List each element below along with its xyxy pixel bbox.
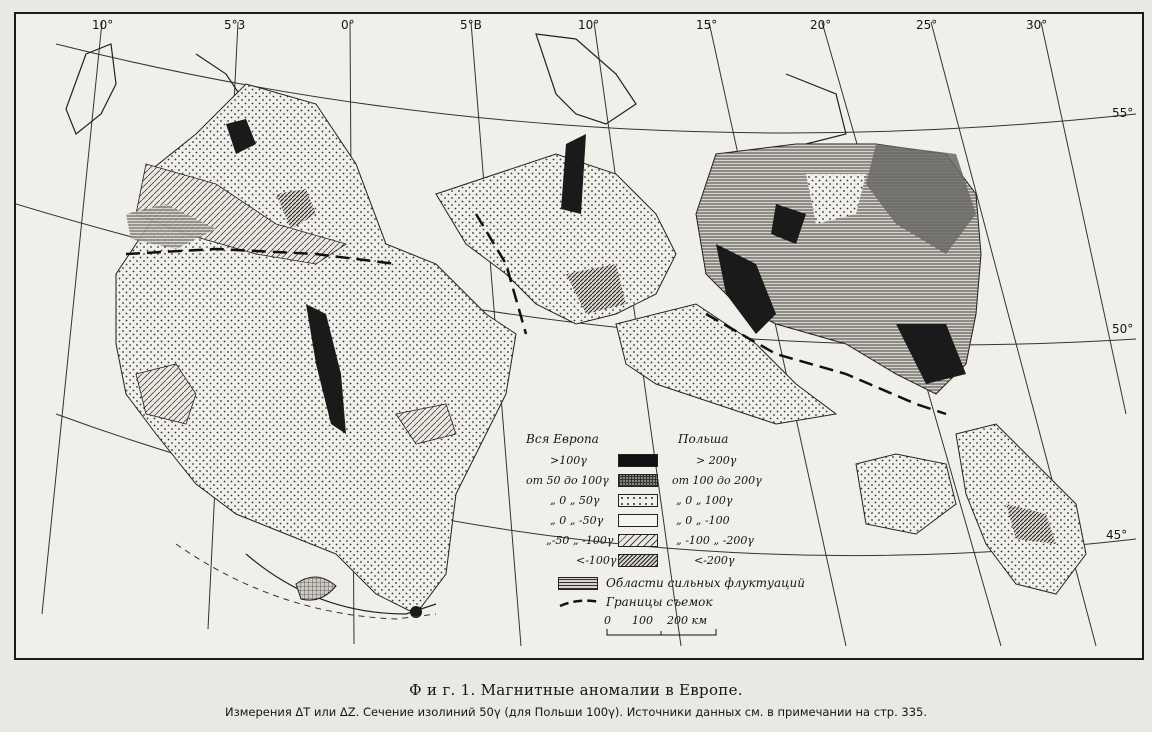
meridian-label-0: 0° (341, 18, 355, 32)
region-east-1 (856, 454, 956, 534)
region-central (436, 154, 676, 324)
legend-left-2: от 50 до 100γ (526, 474, 609, 487)
legend-right-4: „ 0 „ -100 (676, 514, 730, 527)
legend-fluctuation-label: Области сильных флуктуаций (606, 576, 805, 590)
meridian-label-20e: 20° (810, 18, 832, 32)
legend-swatch-1 (618, 454, 658, 467)
figure-caption-subtitle: Измерения ΔT или ΔZ. Сечение изолиний 50γ (для Польши 100γ). Источники данных см. в примечании на стр. 335. (224, 705, 928, 719)
map-frame (14, 12, 1144, 660)
legend-swatch-4 (618, 514, 658, 527)
legend-left-3: „ 0 „ 50γ (550, 494, 600, 507)
legend-right-5: „ -100 „ -200γ (676, 534, 754, 547)
parallel-label-50: 50° (1112, 322, 1134, 336)
legend-survey-border-label: Границы съемок (606, 595, 713, 609)
legend-swatch-6 (618, 554, 658, 567)
legend-swatch-2 (618, 474, 658, 487)
legend-left-1: >100γ (550, 454, 587, 467)
legend-survey-border-symbol (558, 596, 602, 610)
legend-header-poland: Польша (678, 432, 729, 446)
legend-left-5: „-50 „ -100γ (546, 534, 614, 547)
meridian-label-10w: 10° (92, 18, 114, 32)
meridian-label-15e: 15° (696, 18, 718, 32)
meridian-label-5w: 5°3 (224, 18, 246, 32)
scale-bar (606, 628, 718, 636)
figure-caption-title: Ф и г. 1. Магнитные аномалии в Европе. (409, 681, 743, 699)
legend-right-6: <-200γ (694, 554, 735, 567)
legend-swatch-5 (618, 534, 658, 547)
parallel-label-45: 45° (1106, 528, 1128, 542)
meridian-label-5e: 5°В (460, 18, 482, 32)
legend-right-3: „ 0 „ 100γ (676, 494, 733, 507)
legend-left-6: <-100γ (576, 554, 617, 567)
legend-left-4: „ 0 „ -50γ (550, 514, 604, 527)
legend-right-2: от 100 до 200γ (672, 474, 762, 487)
meridian-label-10e: 10° (578, 18, 600, 32)
legend-swatch-3 (618, 494, 658, 507)
legend (516, 432, 816, 642)
legend-header-europe: Вся Европа (526, 432, 599, 446)
parallel-label-55: 55° (1112, 106, 1134, 120)
meridian-label-25e: 25° (916, 18, 938, 32)
legend-swatch-fluctuation (558, 577, 598, 590)
meridian-label-30e: 30° (1026, 18, 1048, 32)
scale-bar-label: 0 100 200 км (604, 614, 708, 627)
legend-right-1: > 200γ (696, 454, 737, 467)
